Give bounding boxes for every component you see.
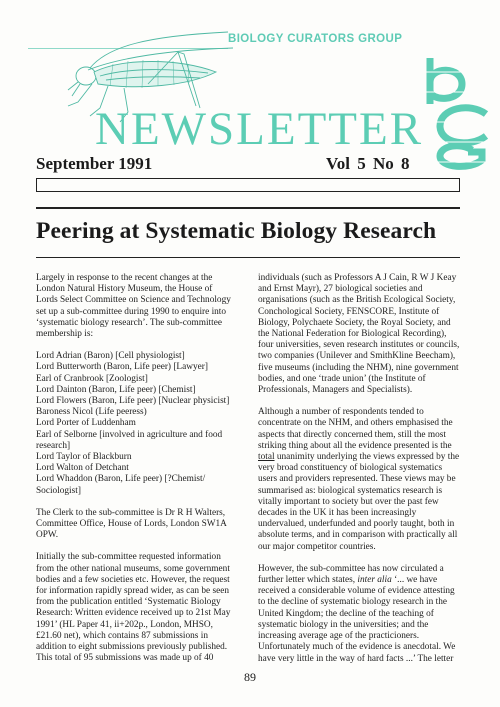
initially-paragraph: Initially the sub-committee requested information from the other national museums, some government bodies and a few societies etc. However, the request for information rapidly spread wider, as can be seen from the publication entitled ‘Systematic Biology Research: Written evidence received up to 21st May 1991’ (HL Paper 41, ii+202p., London, MHSO, £21.60 net), which contains 87 submissions in addition to eight submissions previously published. This total of 95 submissions was made up of 40: [36, 552, 231, 664]
page-number: 89: [244, 670, 256, 684]
group-name: BIOLOGY CURATORS GROUP: [228, 33, 403, 45]
member-item: Lord Walton of Detchant: [36, 463, 129, 474]
however-text-b: ‘... we have received a considerable volume of evidence attesting to the decline of systematic biology research in the United Kingdom; the decline of the teaching of systematic biology in the universities; and the increasing average age of the practicioners. Unfortunately much of the evidence is anecdotal. We have very little in the way of hard facts ...’ The letter: [258, 575, 456, 664]
issue-box: [36, 178, 460, 192]
member-item: Lord Adrian (Baron) [Cell physiologist]: [36, 351, 185, 362]
bcg-monogram-logo-icon: [420, 52, 494, 172]
article-right-column: [258, 273, 462, 676]
member-item: Earl of Cranbrook [Zoologist]: [36, 373, 148, 384]
member-item: Lord Whaddon (Baron, Life peer) [?Chemist/ Sociologist]: [36, 474, 206, 496]
member-item: Lord Butterworth (Baron, Life peer) [Lawyer]: [36, 362, 208, 373]
member-item: Lord Porter of Luddenham: [36, 418, 136, 429]
article-left-column: [36, 273, 236, 676]
issue-volume: Vol 5 No 8: [326, 154, 410, 173]
headline-rule-top: [36, 207, 460, 209]
clerk-paragraph: The Clerk to the sub-committee is Dr R H Walters, Committee Office, House of Lords, London SW1A OPW.: [36, 507, 227, 541]
issue-date: September 1991: [36, 154, 153, 173]
evidence-text-b: unanimity underlying the views expressed by the very broad constituency of biological systematics users and providers represented. These views may be summarised as: biological systematics research is vitally important to society but over the past few decades in the UK it has been increasingly undervalued, underfunded and poorly taught, both in absolute terms, and in comparison with practically all our major competitor countries.: [258, 452, 460, 552]
evidence-text-a: Although a number of respondents tended to concentrate on the NHM, and others emphasised the aspects that directly concerned them, still the most striking thing about all the evidence presented is the: [258, 407, 453, 451]
member-item: Lord Dainton (Baron, Life peer) [Chemist]: [36, 384, 196, 395]
intro-paragraph: Largely in response to the recent changes at the London Natural History Museum, the House of Lords Select Committee on Science and Technology set up a sub-committee during 1990 to enquire into ‘systematic biology research’. The sub-committee membership is:: [36, 273, 231, 340]
however-text-a: However, the sub-committee has now circulated a further letter which states,: [258, 563, 444, 586]
article-headline: Peering at Systematic Biology Research: [36, 218, 437, 244]
newsletter-title: NEWSLETTER: [95, 103, 424, 155]
member-item: Earl of Selborne [involved in agriculture and food research]: [36, 429, 223, 451]
member-list: [36, 351, 236, 497]
evidence-underline: total: [258, 452, 275, 463]
member-item: Lord Taylor of Blackburn: [36, 452, 132, 463]
evidence-paragraph: [258, 407, 462, 553]
member-item: Baroness Nicol (Life peeress): [36, 407, 147, 418]
however-italic: inter alia: [357, 575, 392, 586]
member-item: Lord Flowers (Baron, Life peer) [Nuclear physicist]: [36, 396, 230, 407]
however-paragraph: [258, 564, 462, 665]
headline-rule-bottom: [36, 257, 460, 258]
continuation-paragraph: individuals (such as Professors A J Cain, R W J Keay and Ernst Mayr), 27 biological societies and organisations (such as the British Ecological Society, Conchological Society, FENSCORE, Institute of Biology, Polychaete Society, the Royal Society, and the National Federation for Biological Recording), four universities, seven research institutes or councils, two companies (Unilever and SmithKline Beecham), five museums (including the NHM), nine government bodies, and one ‘trade union’ (the Institute of Professionals, Managers and Specialists).: [258, 273, 460, 396]
